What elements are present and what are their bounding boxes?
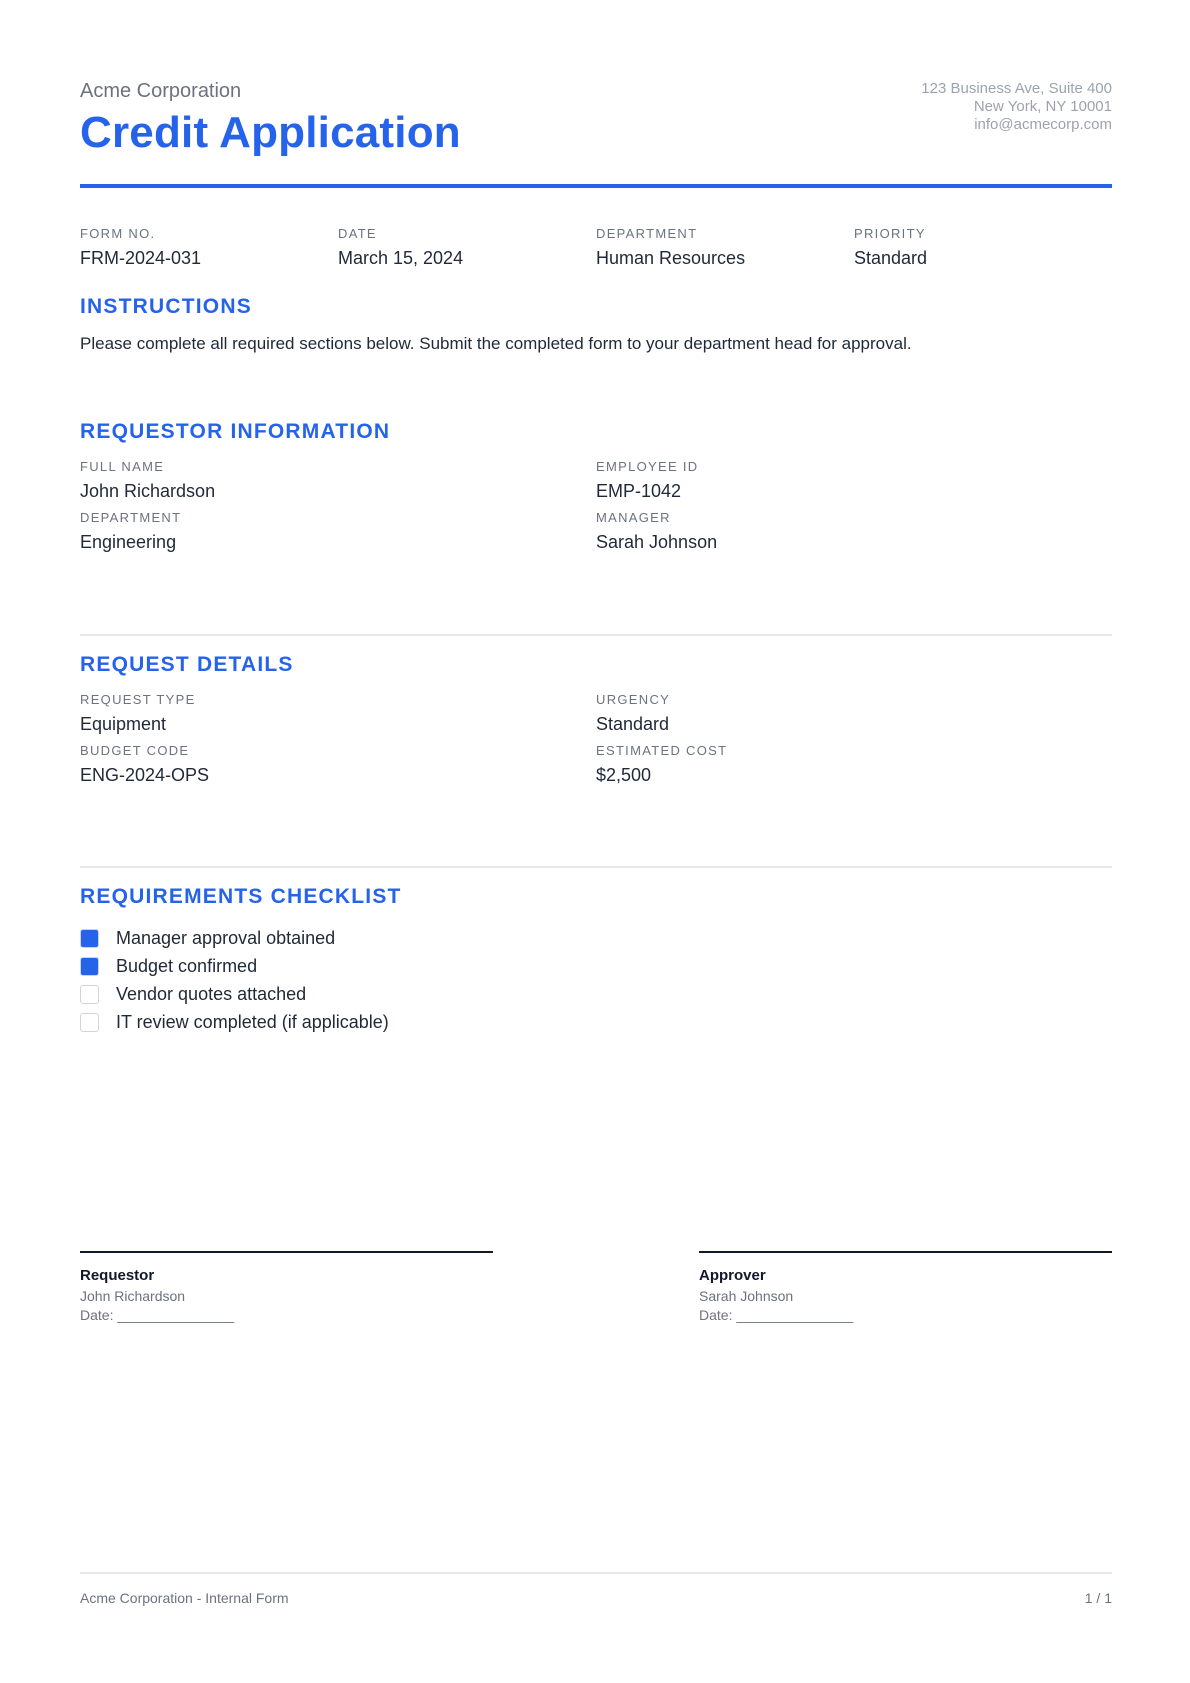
field-budget-code (80, 743, 209, 786)
field-full-name (80, 459, 215, 502)
instructions-text: Please complete all required sections below. Submit the completed form to your department head for approval. (80, 334, 912, 353)
company-address (921, 80, 1112, 134)
checkbox[interactable] (80, 957, 99, 976)
field-value: EMP-1042 (596, 481, 682, 501)
meta-value: March 15, 2024 (338, 248, 464, 268)
checklist-item[interactable] (80, 952, 389, 980)
approver-signature-block (699, 1251, 1112, 1325)
field-label: EMPLOYEE ID (596, 459, 699, 474)
requestor-signature-block (80, 1251, 493, 1325)
field-label: DEPARTMENT (80, 510, 182, 525)
checklist-item-label: Budget confirmed (116, 955, 258, 976)
company-name: Acme Corporation (80, 80, 242, 102)
signature-date: Date: _______________ (80, 1307, 235, 1323)
meta-value: Human Resources (596, 248, 746, 268)
form-meta-row (80, 226, 1112, 270)
form-header (80, 78, 1112, 188)
field-value: $2,500 (596, 765, 652, 785)
meta-label: DEPARTMENT (596, 226, 698, 241)
meta-form-no (80, 226, 201, 269)
meta-label: FORM NO. (80, 226, 156, 241)
checklist-item[interactable] (80, 1008, 389, 1036)
meta-label: PRIORITY (854, 226, 926, 241)
section-divider (80, 634, 1112, 636)
form-page (80, 0, 1112, 1683)
signature-line[interactable] (80, 1251, 493, 1253)
field-value: John Richardson (80, 481, 216, 501)
field-value: Sarah Johnson (596, 532, 718, 552)
checklist-item[interactable] (80, 924, 389, 952)
meta-label: DATE (338, 226, 377, 241)
checklist-heading: REQUIREMENTS CHECKLIST (80, 885, 402, 908)
signature-name: Sarah Johnson (699, 1288, 794, 1304)
field-label: URGENCY (596, 692, 671, 707)
field-label: MANAGER (596, 510, 671, 525)
address-line-2: New York, NY 10001 (973, 98, 1112, 115)
checklist-item[interactable] (80, 980, 389, 1008)
requestor-section-heading: REQUESTOR INFORMATION (80, 420, 391, 443)
field-value: Standard (596, 714, 670, 734)
field-department (80, 510, 181, 553)
page-number: 1 / 1 (1084, 1590, 1112, 1606)
instructions-heading: INSTRUCTIONS (80, 295, 252, 318)
meta-priority (854, 226, 927, 269)
field-employee-id (596, 459, 698, 502)
checklist-item-label: Vendor quotes attached (116, 983, 307, 1004)
field-estimated-cost (596, 743, 727, 786)
field-label: REQUEST TYPE (80, 692, 196, 707)
field-value: ENG-2024-OPS (80, 765, 210, 785)
meta-date (338, 226, 463, 269)
signature-name: John Richardson (80, 1288, 186, 1304)
requirements-checklist (80, 924, 389, 1036)
checklist-item-label: IT review completed (if applicable) (116, 1011, 389, 1032)
request-details-heading: REQUEST DETAILS (80, 653, 294, 676)
field-label: BUDGET CODE (80, 743, 190, 758)
signature-line[interactable] (699, 1251, 1112, 1253)
footer-divider (80, 1572, 1112, 1574)
field-manager (596, 510, 717, 553)
field-value: Equipment (80, 714, 167, 734)
section-divider (80, 866, 1112, 868)
field-urgency (596, 692, 670, 735)
company-email: info@acmecorp.com (974, 116, 1112, 133)
meta-department (596, 226, 745, 269)
meta-value: FRM-2024-031 (80, 248, 202, 268)
address-line-1: 123 Business Ave, Suite 400 (921, 80, 1112, 97)
checkbox[interactable] (80, 1013, 99, 1032)
checklist-item-label: Manager approval obtained (116, 927, 336, 948)
field-request-type (80, 692, 196, 735)
checkbox[interactable] (80, 929, 99, 948)
signature-role: Requestor (80, 1267, 155, 1284)
field-label: ESTIMATED COST (596, 743, 728, 758)
field-label: FULL NAME (80, 459, 165, 474)
page-title: Credit Application (80, 108, 461, 157)
signature-role: Approver (699, 1267, 766, 1284)
meta-value: Standard (854, 248, 928, 268)
footer-text: Acme Corporation - Internal Form (80, 1590, 289, 1606)
checkbox[interactable] (80, 985, 99, 1004)
signature-date: Date: _______________ (699, 1307, 854, 1323)
field-value: Engineering (80, 532, 177, 552)
